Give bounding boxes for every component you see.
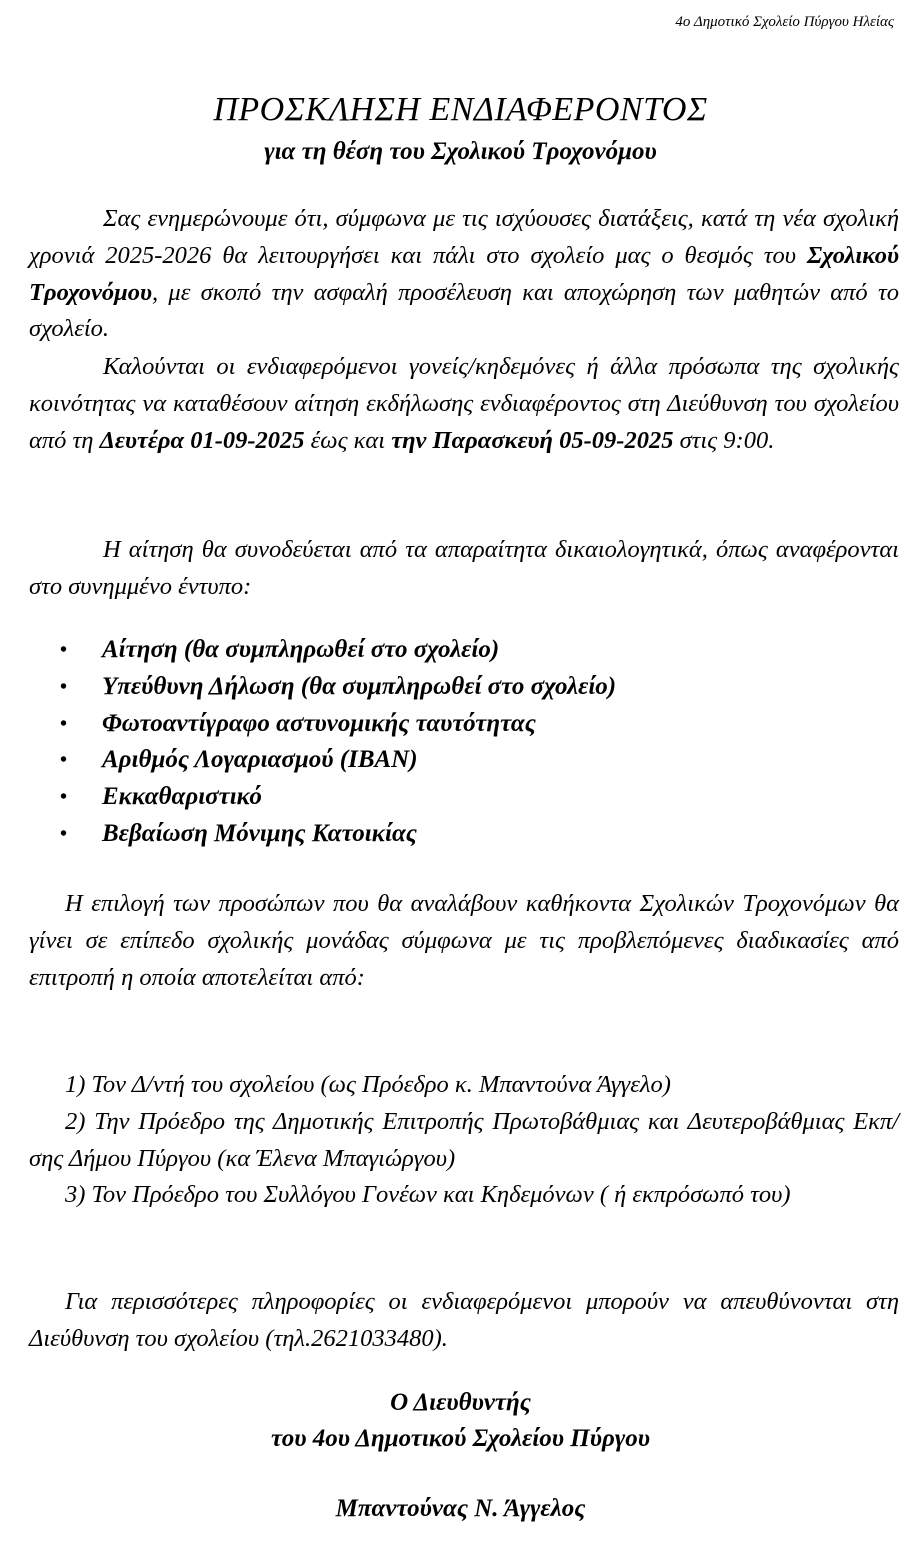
document-item-label: Υπεύθυνη Δήλωση (θα συμπληρωθεί στο σχολείο) [102,672,617,700]
selection-paragraph: Η επιλογή των προσώπων που θα αναλάβουν καθήκοντα Σχολικών Τροχονόμων θα γίνει σε επίπεδο σχολικής μονάδας σύμφωνα με τις προβλεπόμενες διαδικασίες από επιτροπή η οποία αποτελείται από: [29,890,899,991]
list-item [60,669,616,706]
bullet-icon: • [60,786,68,809]
intro-text-a: Σας ενημερώνουμε ότι, σύμφωνα με τις ισχύουσες διατάξεις, κατά τη νέα σχολική χρονιά 2025-2026 θα λειτουργήσει και πάλι στο σχολείο μας ο θεσμός του [29,205,899,269]
intro-bold-institution: Σχολικού Τροχονόμου [29,241,899,306]
bullet-icon: • [60,749,68,772]
document-title: ΠΡΟΣΚΛΗΣΗ ΕΝΔΙΑΦΕΡΟΝΤΟΣ [213,91,708,128]
contact-paragraph: Για περισσότερες πληροφορίες οι ενδιαφερόμενοι μπορούν να απευθύνονται στη Διεύθυνση του σχολείου (τηλ.2621033480). [29,1288,899,1352]
intro-text-b: , με σκοπό την ασφαλή προσέλευση και αποχώρηση των μαθητών από το σχολείο. [29,278,899,343]
invitation-paragraph [29,349,899,459]
documents-intro-paragraph: Η αίτηση θα συνοδεύεται από τα απαραίτητα δικαιολογητικά, όπως αναφέρονται στο συνημμένο έντυπο: [29,536,899,600]
committee-list [29,1067,899,1214]
bullet-icon: • [60,712,68,735]
list-item [60,632,616,669]
start-date: Δευτέρα 01-09-2025 [99,426,305,454]
document-item-label: Εκκαθαριστικό [102,783,262,811]
end-date: την Παρασκευή 05-09-2025 [391,426,674,454]
document-item-label: Αίτηση (θα συμπληρωθεί στο σχολείο) [102,636,500,663]
committee-member-2: 2) Την Πρόεδρο της Δημοτικής Επιτροπής Πρωτοβάθμιας και Δευτεροβάθμιας Εκπ/σης Δήμου Πύργου (κα Έλενα Μπαγιώργου) [29,1107,899,1172]
invitation-text-a: Καλούνται οι ενδιαφερόμενοι γονείς/κηδεμόνες ή άλλα πρόσωπα της σχολικής κοινότητας να καταθέσουν αίτηση εκδήλωσης ενδιαφέροντος στη Διεύθυνση του σχολείου από τη [29,353,899,454]
list-item [60,742,616,779]
required-documents-list [60,632,616,853]
bullet-icon: • [60,675,68,698]
document-subtitle: για τη θέση του Σχολικού Τροχονόμου [264,138,657,165]
list-item [60,816,616,853]
school-header: 4ο Δημοτικό Σχολείο Πύργου Ηλείας [675,14,894,30]
document-item-label: Φωτοαντίγραφο αστυνομικής ταυτότητας [102,709,536,737]
committee-member-1: 1) Τον Δ/ντή του σχολείου (ως Πρόεδρο κ. Μπαντούνα Άγγελο) [65,1071,671,1098]
list-item [60,779,616,816]
invitation-text-b: έως και [304,426,392,454]
document-item-label: Αριθμός Λογαριασμού (IBAN) [102,746,418,774]
committee-member-3: 3) Τον Πρόεδρο του Συλλόγου Γονέων και Κηδεμόνων ( ή εκπρόσωπό του) [65,1181,791,1209]
bullet-icon: • [60,822,68,845]
document-item-label: Βεβαίωση Μόνιμης Κατοικίας [102,819,417,847]
signature-name: Μπαντούνας Ν. Άγγελος [335,1495,586,1522]
list-item [60,706,616,743]
intro-paragraph [29,201,899,348]
bullet-icon: • [60,639,68,661]
invitation-text-c: στις 9:00. [673,426,775,454]
signature-school: του 4ου Δημοτικού Σχολείου Πύργου [271,1425,650,1452]
signature-role: Ο Διευθυντής [390,1389,531,1416]
